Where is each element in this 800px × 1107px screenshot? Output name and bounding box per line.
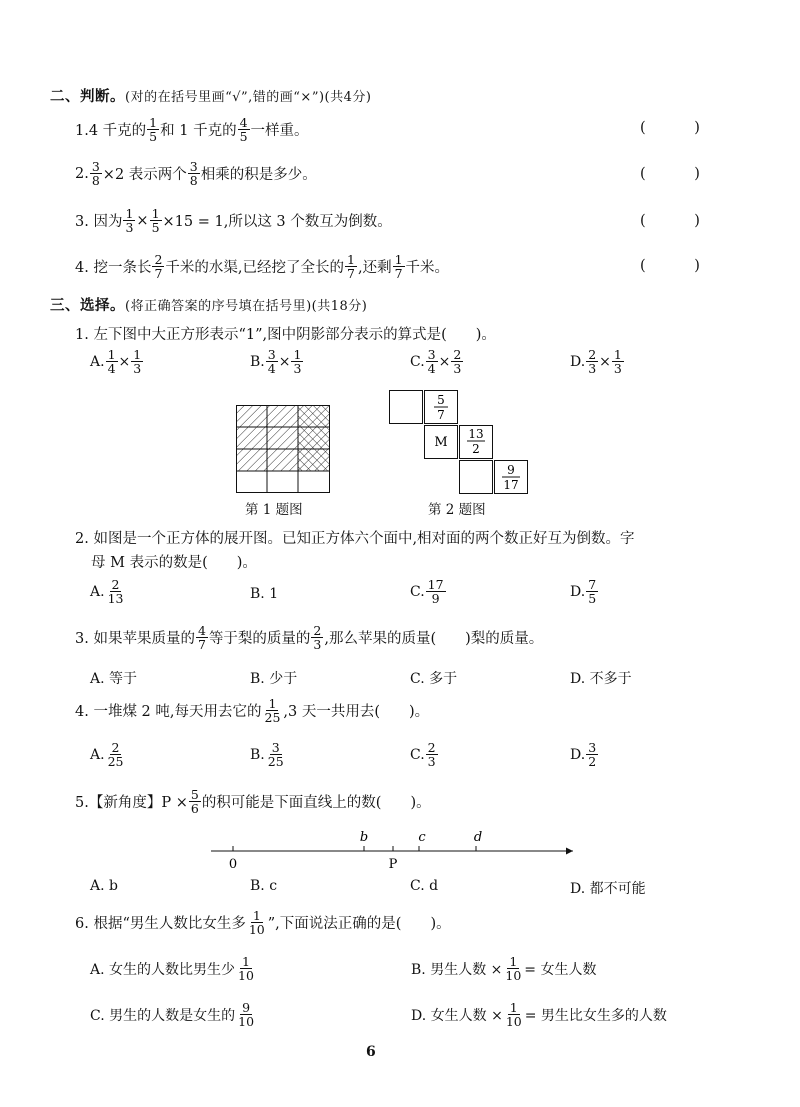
choice-question-5 (75, 788, 431, 815)
section-2-header (50, 85, 371, 106)
answer-bracket-1[interactable]: ( ) (640, 120, 722, 136)
option-text: D. 女生人数 × (411, 1007, 503, 1024)
q5-option-c[interactable]: C. d (410, 878, 439, 894)
q5-option-a[interactable]: A. b (90, 878, 118, 894)
q1-option-b[interactable]: B. $\frac{3}{4}$ × $\frac{1}{3}$ (250, 347, 302, 376)
q-text: 4. 挖一条长 (75, 260, 152, 276)
q-text: 2. (75, 165, 89, 182)
label-zero: 0 (228, 857, 238, 872)
page-number: 6 (366, 1044, 376, 1060)
fraction: $\frac{3}{4}$ (427, 347, 436, 376)
fraction: $\frac{4}{7}$ (197, 623, 206, 652)
fraction: $\frac{3}{2}$ (588, 740, 597, 769)
q2-option-b[interactable] (250, 586, 278, 602)
judge-question-1 (75, 116, 309, 143)
option-label: D. (570, 746, 586, 763)
option-label: B. (250, 746, 265, 763)
label-c: c (418, 830, 426, 845)
figure-2-cube-net (389, 390, 531, 494)
label-d: d (473, 830, 483, 845)
choice-question-2-line-2: 母 M 表示的数是( )。 (91, 555, 257, 571)
fraction: $\frac{1}{3}$ (133, 347, 142, 376)
fraction: $\frac{1}{10}$ (238, 954, 254, 983)
answer-bracket-2[interactable]: ( ) (640, 166, 722, 182)
q1-option-d[interactable]: D. $\frac{2}{3}$ × $\frac{1}{3}$ (570, 347, 622, 376)
fraction: $\frac{1}{7}$ (394, 252, 403, 281)
q-text: 和 1 千克的 (160, 123, 237, 139)
q2-option-c[interactable] (410, 578, 447, 605)
q-text: 5.【新角度】P × (75, 795, 188, 811)
judge-question-2 (75, 160, 317, 187)
fraction: $\frac{3}{25}$ (267, 740, 284, 769)
q6-option-a[interactable] (90, 955, 257, 982)
option-text: C. 男生的人数是女生的 (90, 1007, 236, 1024)
fraction: $\frac{2}{3}$ (453, 347, 462, 376)
arrow-icon (566, 848, 573, 855)
q3-option-b[interactable]: B. 少于 (250, 671, 298, 687)
fraction: $\frac{2}{3}$ (313, 623, 322, 652)
section-3-header (50, 294, 367, 315)
q-text: 千米。 (405, 260, 450, 276)
q-text: 的积可能是下面直线上的数( )。 (201, 795, 431, 811)
q-text: 3. 如果苹果质量的 (75, 631, 195, 647)
q6-option-c[interactable] (90, 1001, 257, 1028)
q3-option-a[interactable]: A. 等于 (90, 671, 138, 687)
fraction: $\frac{1}{3}$ (125, 206, 134, 235)
judge-question-3 (75, 207, 392, 234)
q-text: ×2 表示两个 (102, 167, 187, 183)
answer-bracket-4[interactable]: ( ) (640, 258, 722, 274)
q1-option-c[interactable]: C. $\frac{3}{4}$ × $\frac{2}{3}$ (410, 347, 462, 376)
answer-bracket-3[interactable]: ( ) (640, 213, 722, 229)
option-text: A. 女生的人数比男生少 (90, 961, 236, 978)
option-label: C. (410, 746, 425, 763)
option-text: = 男生比女生多的人数 (524, 1007, 667, 1024)
judge-question-4 (75, 253, 449, 280)
q5-option-d[interactable]: D. 都不可能 (570, 881, 646, 897)
q-text: 等于梨的质量的 (208, 631, 311, 647)
fraction: $\frac{1}{10}$ (505, 954, 522, 983)
option-label: C. (410, 353, 425, 370)
option-text: = 女生人数 (524, 961, 597, 978)
fraction: $\frac{1}{3}$ (613, 347, 622, 376)
option-label: B. (250, 353, 265, 370)
fraction: $\frac{1}{4}$ (107, 347, 116, 376)
fraction: $\frac{1}{10}$ (505, 1000, 522, 1029)
section-3-note: (将正确答案的序号填在括号里)(共18分) (125, 299, 368, 314)
net-fraction-3-numerator: 9 (507, 463, 515, 477)
fraction: $\frac{1}{25}$ (264, 696, 281, 725)
q-text: 4. 一堆煤 2 吨,每天用去它的 (75, 704, 262, 720)
option-label: C. (410, 583, 425, 600)
fraction: $\frac{5}{6}$ (190, 787, 199, 816)
fraction: $\frac{7}{5}$ (588, 577, 597, 606)
q1-option-a[interactable]: A. $\frac{1}{4}$ × $\frac{1}{3}$ (90, 347, 142, 376)
section-2-title: 二、判断。 (50, 88, 125, 105)
fraction: $\frac{3}{8}$ (91, 159, 100, 188)
option-label: D. (570, 583, 586, 600)
net-fraction-2-numerator: 13 (468, 427, 484, 441)
fraction: $\frac{3}{8}$ (189, 159, 198, 188)
q2-option-d[interactable] (570, 578, 599, 605)
fraction: $\frac{3}{4}$ (267, 347, 276, 376)
fraction: $\frac{2}{3}$ (427, 740, 436, 769)
q4-option-a[interactable] (90, 741, 126, 768)
fraction: $\frac{4}{5}$ (239, 115, 248, 144)
choice-question-2-line-1: 2. 如图是一个正方体的展开图。已知正方体六个面中,相对面的两个数正好互为倒数。字 (75, 531, 635, 547)
section-2-note: (对的在括号里画“√”,错的画“×”)(共4分) (125, 90, 372, 105)
net-letter-m: M (434, 435, 448, 450)
figure-2-caption: 第 2 题图 (428, 502, 486, 518)
choice-question-3 (75, 624, 543, 651)
q6-option-d[interactable] (411, 1001, 667, 1028)
figure-1-grid (236, 405, 330, 493)
section-3-title: 三、选择。 (50, 297, 125, 314)
fraction: $\frac{1}{10}$ (248, 908, 265, 937)
number-line (205, 826, 580, 876)
q-text: 6. 根据“男生人数比女生多 (75, 916, 246, 932)
q5-option-b[interactable]: B. c (250, 878, 278, 894)
choice-question-4 (75, 697, 429, 724)
fraction: $\frac{17}{9}$ (427, 577, 444, 606)
net-fraction-1-denominator: 7 (437, 408, 445, 422)
q-text: ×15 = 1,所以这 3 个数互为倒数。 (162, 214, 392, 230)
q4-option-d[interactable] (570, 741, 599, 768)
fraction: $\frac{2}{25}$ (107, 740, 124, 769)
fraction: $\frac{2}{13}$ (107, 577, 124, 606)
fraction: $\frac{1}{5}$ (151, 206, 160, 235)
label-b: b (359, 830, 369, 845)
q-text: ,那么苹果的质量( )梨的质量。 (324, 631, 544, 647)
q6-option-b[interactable] (411, 955, 596, 982)
option-label: D. (570, 353, 586, 370)
option-text: B. 男生人数 × (411, 961, 503, 978)
crosshatch-region (298, 405, 330, 471)
option-label: A. (90, 583, 105, 600)
label-p: P (388, 857, 398, 872)
net-fraction-1-numerator: 5 (437, 393, 445, 407)
q-text: ”,下面说法正确的是( )。 (267, 916, 451, 932)
q2-option-a[interactable] (90, 578, 126, 605)
fraction: $\frac{9}{10}$ (238, 1000, 255, 1029)
option-label: A. (90, 353, 105, 370)
fraction: $\frac{2}{7}$ (154, 252, 163, 281)
q4-option-b[interactable] (250, 741, 287, 768)
q-text: × (136, 212, 149, 229)
fraction: $\frac{1}{5}$ (149, 115, 158, 144)
fraction: $\frac{1}{3}$ (293, 347, 302, 376)
fraction: $\frac{1}{7}$ (347, 252, 355, 281)
q-text: ,3 天一共用去( )。 (283, 704, 430, 720)
q-text: 3. 因为 (75, 214, 123, 230)
choice-question-6 (75, 909, 451, 936)
q-text: 相乘的积是多少。 (200, 167, 317, 183)
q-text: 一样重。 (250, 123, 309, 139)
option-label: A. (90, 746, 105, 763)
q3-option-c[interactable]: C. 多于 (410, 671, 458, 687)
choice-question-1: 1. 左下图中大正方形表示“1”,图中阴影部分表示的算式是( )。 (75, 327, 496, 343)
option-label: B. 1 (250, 586, 279, 602)
q-text: ,还剩 (357, 260, 392, 276)
q3-option-d[interactable]: D. 不多于 (570, 671, 632, 687)
q-text: 千米的水渠,已经挖了全长的 (165, 260, 345, 276)
net-fraction-2-denominator: 2 (472, 442, 480, 456)
q4-option-c[interactable] (410, 741, 439, 768)
net-fraction-3-denominator: 17 (503, 478, 519, 492)
q-text: 1.4 千克的 (75, 123, 147, 139)
fraction: $\frac{2}{3}$ (588, 347, 597, 376)
figure-1-caption: 第 1 题图 (245, 502, 303, 518)
